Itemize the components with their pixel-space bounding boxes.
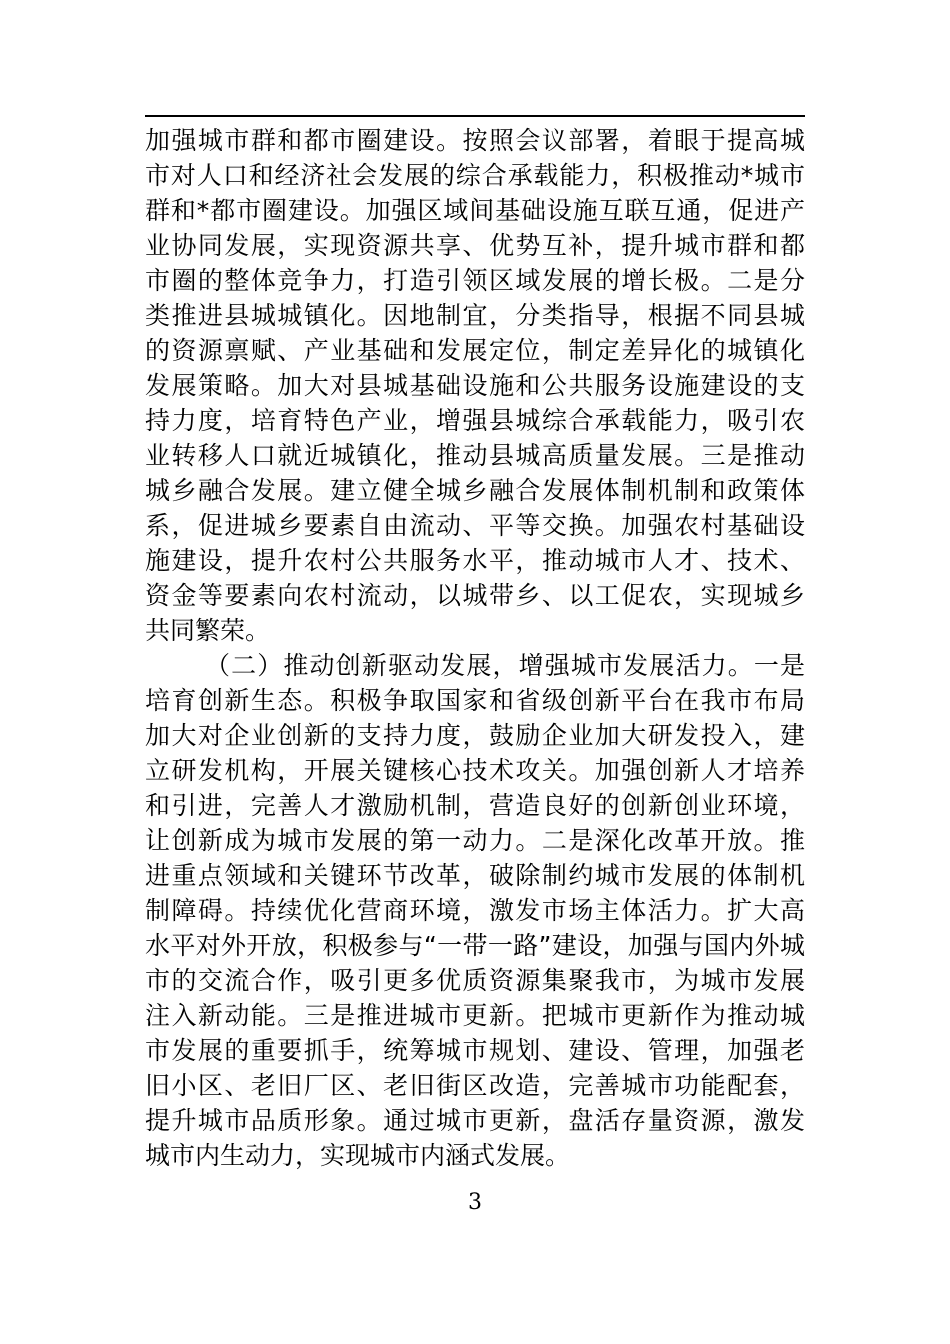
text-line: 市发展的重要抓手，统筹城市规划、建设、管理，加强老: [145, 1036, 805, 1065]
text-line: 施建设，提升农村公共服务水平，推动城市人才、技术、: [145, 546, 805, 575]
text-line: 旧小区、老旧厂区、老旧街区改造，完善城市功能配套，: [145, 1071, 805, 1100]
text-line: 让创新成为城市发展的第一动力。二是深化改革开放。推: [145, 826, 805, 855]
text-line: 发展策略。加大对县城基础设施和公共服务设施建设的支: [145, 371, 805, 400]
text-line: 提升城市品质形象。通过城市更新，盘活存量资源，激发: [145, 1106, 805, 1135]
text-line: 类推进县城城镇化。因地制宜，分类指导，根据不同县城: [145, 301, 805, 330]
text-line: 进重点领域和关键环节改革，破除制约城市发展的体制机: [145, 861, 805, 890]
text-line: 市对人口和经济社会发展的综合承载能力，积极推动*城市: [145, 161, 805, 190]
text-line: 市圈的整体竞争力，打造引领区域发展的增长极。二是分: [145, 266, 805, 295]
text-line: 立研发机构，开展关键核心技术攻关。加强创新人才培养: [145, 756, 805, 785]
text-line: （二）推动创新驱动发展，增强城市发展活力。一是: [205, 651, 805, 680]
text-line: 城市内生动力，实现城市内涵式发展。: [145, 1141, 571, 1170]
text-line: 共同繁荣。: [145, 616, 271, 645]
text-line: 制障碍。持续优化营商环境，激发市场主体活力。扩大高: [145, 896, 805, 925]
text-line: 和引进，完善人才激励机制，营造良好的创新创业环境，: [145, 791, 805, 820]
text-line: 水平对外开放，积极参与“一带一路”建设，加强与国内外城: [145, 931, 805, 960]
text-line: 持力度，培育特色产业，增强县城综合承载能力，吸引农: [145, 406, 805, 435]
text-line: 加大对企业创新的支持力度，鼓励企业加大研发投入，建: [145, 721, 805, 750]
paragraph-1: [145, 123, 805, 648]
text-line: 城乡融合发展。建立健全城乡融合发展体制机制和政策体: [145, 476, 805, 505]
text-line: 的资源禀赋、产业基础和发展定位，制定差异化的城镇化: [145, 336, 805, 365]
header-rule: [145, 115, 805, 117]
page-number: 3: [468, 1190, 482, 1215]
body-text: [145, 123, 805, 1173]
paragraph-2: [145, 648, 805, 1173]
text-line: 业协同发展，实现资源共享、优势互补，提升城市群和都: [145, 231, 805, 260]
text-line: 市的交流合作，吸引更多优质资源集聚我市，为城市发展: [145, 966, 805, 995]
text-line: 业转移人口就近城镇化，推动县城高质量发展。三是推动: [145, 441, 805, 470]
text-line: 加强城市群和都市圈建设。按照会议部署，着眼于提高城: [145, 126, 805, 155]
text-line: 资金等要素向农村流动，以城带乡、以工促农，实现城乡: [145, 581, 805, 610]
text-line: 系，促进城乡要素自由流动、平等交换。加强农村基础设: [145, 511, 805, 540]
text-line: 培育创新生态。积极争取国家和省级创新平台在我市布局: [145, 686, 805, 715]
text-line: 群和*都市圈建设。加强区域间基础设施互联互通，促进产: [145, 196, 805, 225]
text-line: 注入新动能。三是推进城市更新。把城市更新作为推动城: [145, 1001, 805, 1030]
